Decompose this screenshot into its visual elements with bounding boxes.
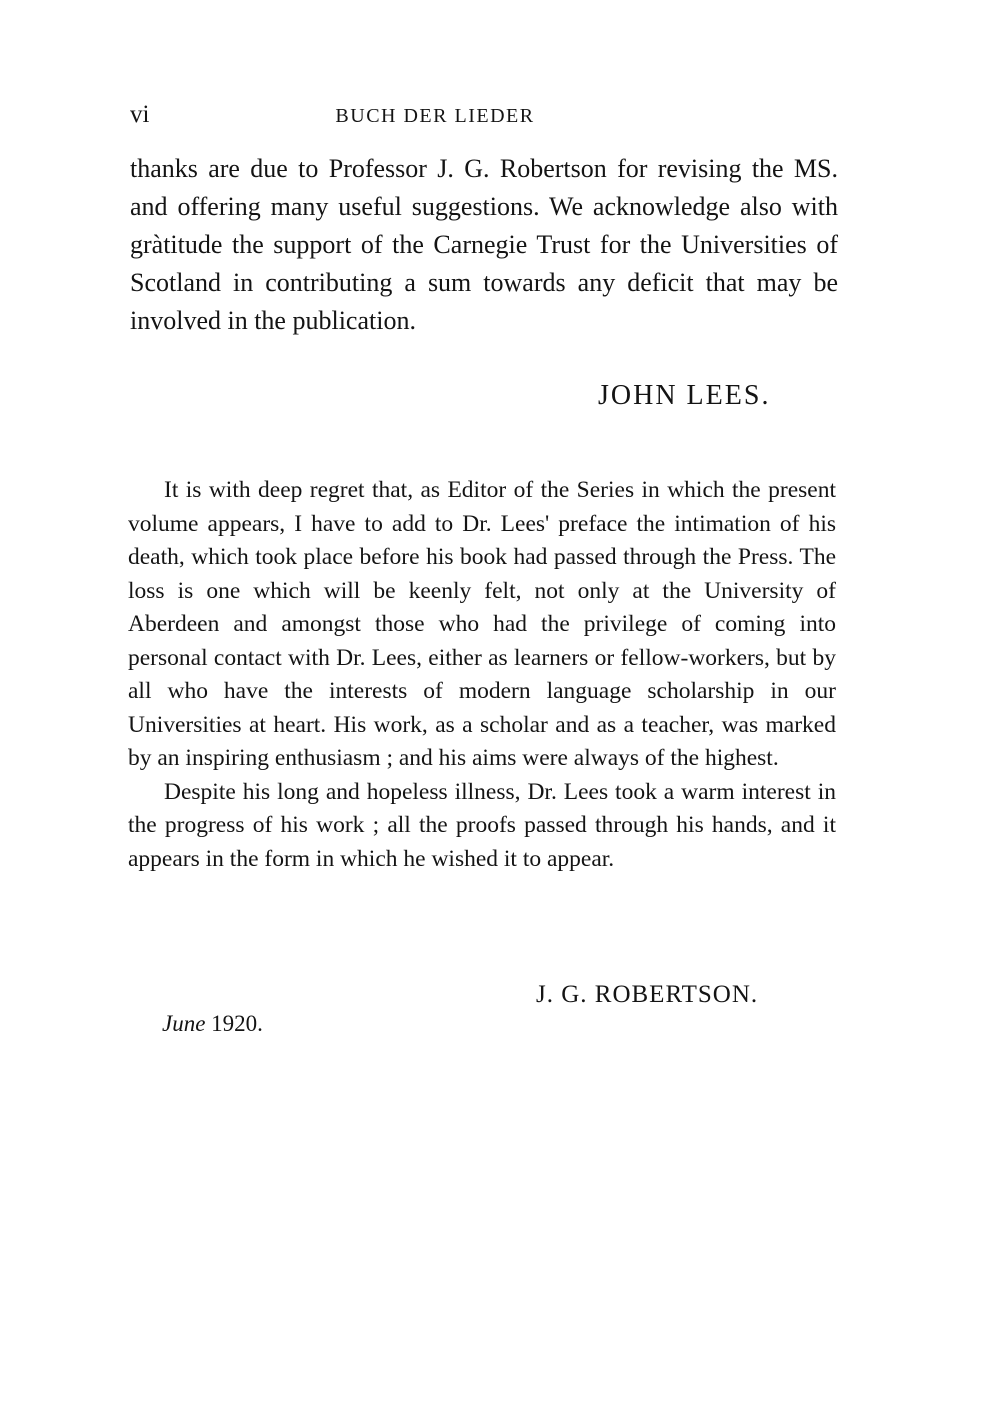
date-line [162,1012,263,1035]
date-year: 1920. [211,1011,263,1036]
running-head: BUCH DER LIEDER [335,105,535,127]
date-month: June [162,1011,206,1036]
preface-paragraph: thanks are due to Professor J. G. Robertson for revising the MS. and offering many useful suggestions. We acknowledge also with gràtitude the support of the Carnegie Trust for the Universities of Scotland in contributing a sum towards any deficit that may be involved in the publication. [130,154,838,335]
signature-robertson: J. G. ROBERTSON. [536,981,759,1008]
page-number: vi [130,101,150,128]
editor-note [128,474,836,876]
signature-john-lees: JOHN LEES. [598,380,771,411]
editor-note-paragraph-2: Despite his long and hopeless illness, Dr. Lees took a warm interest in the progress of his work ; all the proofs passed through his hands, and it appears in the form in which he wished it to appear. [128,778,836,872]
preface-text [130,150,838,340]
editor-note-paragraph-1: It is with deep regret that, as Editor of the Series in which the present volume appears, I have to add to Dr. Lees' preface the intimation of his death, which took place before his book had passed through the Press. The loss is one which will be keenly felt, not only at the University of Aberdeen and amongst those who had the privilege of coming into personal contact with Dr. Lees, either as learners or fellow-workers, but by all who have the interests of modern language scholarship in our Universities at heart. His work, as a scholar and as a teacher, was marked by an inspiring enthusiasm ; and his aims were always of the highest. [128,477,836,771]
